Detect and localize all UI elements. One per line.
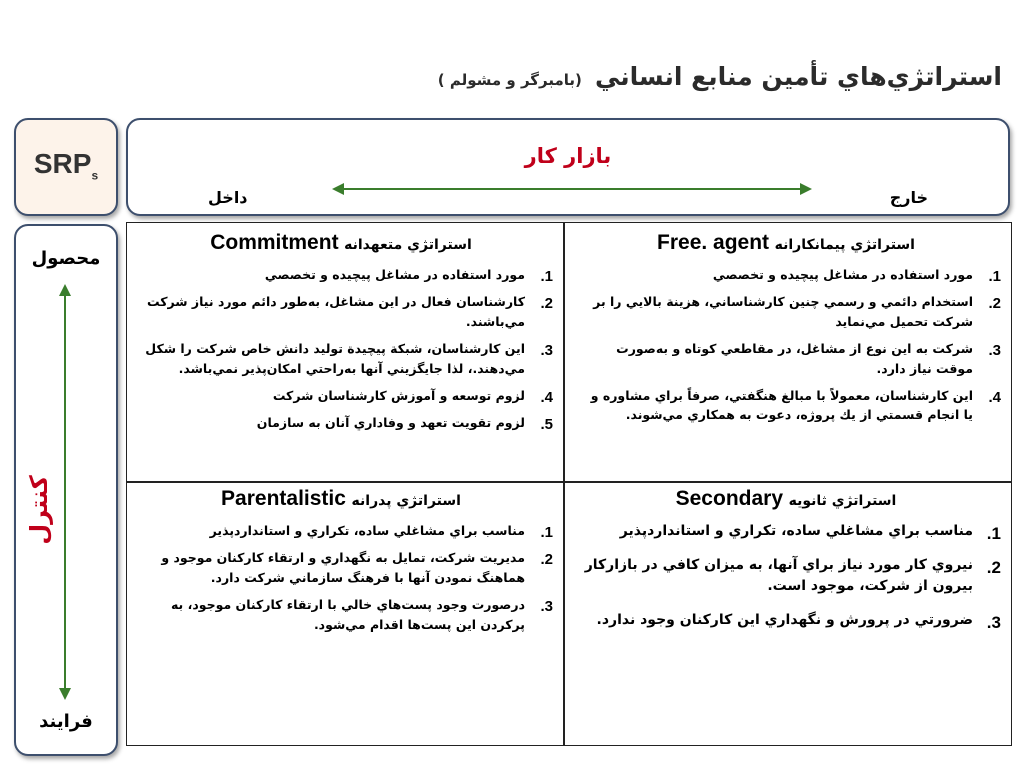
item-number: 2.	[986, 557, 1001, 577]
item-text: درصورت وجود پست‌هاي خالي با ارتقاء كاركنان موجود، به پركردن اين پست‌ها اقدام مي‌شود.	[170, 597, 525, 632]
commitment-list	[139, 265, 553, 433]
item-text: نيروي كار مورد نياز براي آنها، به ميزان كافي در بازاركار بيرون از شركت، موجود است.	[584, 556, 973, 595]
item-text: لزوم تقويت تعهد و وفاداري آنان به سازمان	[256, 415, 525, 431]
srp-label	[16, 148, 116, 183]
control-box	[14, 224, 118, 756]
list-item	[581, 555, 1001, 598]
quadrant-commitment-title	[139, 231, 553, 255]
item-text: اين كارشناسان، شبكة پيچيدة توليد دانش خاص شركت را شكل مي‌دهند.، لذا جايگزيني آنها به‌راحتي امكان‌پذير نمي‌باشد.	[145, 341, 525, 376]
title-fa: استراتژي ثانويه	[788, 493, 897, 509]
list-item	[139, 265, 553, 284]
title-fa: استراتژي پيمانكارانه	[774, 237, 915, 253]
item-number: 4.	[540, 388, 553, 406]
title-en: Commitment	[210, 231, 339, 254]
item-number: 1.	[540, 524, 553, 541]
internal-label: داخل	[208, 188, 248, 207]
item-text: استخدام دائمي و رسمي چنين كارشناساني، هزينة بالايي را بر شركت تحميل مي‌نمايد	[593, 294, 973, 329]
list-item	[581, 339, 1001, 378]
item-number: 5.	[540, 416, 553, 434]
parentalistic-list	[139, 521, 553, 634]
title-main: استراتژي‌هاي تأمين منابع انساني	[594, 62, 1002, 91]
item-number: 1.	[986, 524, 1001, 543]
item-number: 2.	[988, 295, 1001, 313]
quadrant-free-agent	[569, 227, 1009, 479]
list-item	[139, 413, 553, 432]
item-text: مديريت شركت، تمايل به نگهداري و ارتقاء كاركنان موجود و هماهنگ نمودن آنها با فرهنگ سازماني شركت دارد.	[161, 550, 525, 585]
srp-box	[14, 118, 118, 216]
list-item	[581, 386, 1001, 425]
list-item	[581, 292, 1001, 331]
title-en: Secondary	[675, 487, 784, 510]
item-text: مناسب براي مشاغلي ساده، تكراري و استانداردپذير	[619, 523, 973, 539]
control-label	[24, 450, 54, 570]
quadrant-parentalistic-title	[139, 487, 553, 511]
item-text: اين كارشناسان، معمولاً با مبالغ هنگفتي، صرفاً براي مشاوره و يا انجام قسمتي از يك پروژه، دعوت به همكاري مي‌شوند.	[590, 387, 973, 423]
srp-subscript: s	[91, 168, 99, 183]
quadrant-commitment	[131, 227, 561, 479]
item-number: 2.	[540, 295, 553, 313]
item-text: مناسب براي مشاغلي ساده، تكراري و استانداردپذير	[209, 523, 525, 538]
item-number: 3.	[986, 613, 1001, 633]
item-number: 2.	[540, 551, 553, 569]
srp-text: SRP	[33, 148, 92, 179]
list-item	[139, 521, 553, 540]
list-item	[139, 595, 553, 634]
output-process-arrow	[58, 284, 72, 700]
item-number: 3.	[540, 342, 553, 360]
quadrant-secondary	[569, 485, 1009, 743]
free-agent-list	[581, 265, 1001, 425]
labor-market-box	[126, 118, 1010, 216]
strategy-matrix	[126, 222, 1012, 746]
control-text: كنترل	[25, 475, 53, 545]
list-item	[139, 292, 553, 331]
output-label: محصول	[31, 248, 101, 269]
secondary-list	[581, 521, 1001, 632]
list-item	[581, 521, 1001, 543]
item-text: مورد استفاده در مشاغل پيچيده و تخصصي	[712, 267, 973, 282]
process-label: فرايند	[39, 711, 93, 732]
labor-market-title: بازار كار	[524, 144, 612, 168]
list-item	[581, 265, 1001, 284]
title-subtitle: (بامبرگر و مشولم )	[437, 71, 582, 89]
item-text: شركت به اين نوع از مشاغل، در مقاطعي كوتاه و به‌صورت موقت نياز دارد.	[616, 341, 973, 376]
title-fa: استراتژي متعهدانه	[344, 237, 472, 253]
item-text: مورد استفاده در مشاغل پيچيده و تخصصي	[264, 267, 525, 282]
list-item	[139, 339, 553, 378]
list-item	[139, 548, 553, 587]
item-text: ضرورتي در پرورش و نگهداري اين كاركنان وجود ندارد.	[596, 612, 973, 629]
matrix-divider-horizontal	[127, 481, 1011, 483]
title-en: Free. agent	[657, 231, 770, 254]
item-text: لزوم توسعه و آموزش كارشناسان شركت	[272, 387, 525, 403]
quadrant-free-agent-title	[581, 231, 1001, 255]
item-number: 1.	[988, 268, 1001, 285]
item-number: 3.	[988, 342, 1001, 360]
title-en: Parentalistic	[221, 487, 346, 510]
item-number: 4.	[988, 388, 1001, 406]
matrix-divider-vertical	[563, 223, 565, 745]
list-item	[581, 610, 1001, 632]
list-item	[139, 386, 553, 405]
item-text: كارشناسان فعال در اين مشاغل، به‌طور دائم مورد نياز شركت مي‌باشند.	[146, 294, 525, 329]
item-number: 1.	[540, 268, 553, 285]
quadrant-secondary-title	[581, 487, 1001, 511]
title-fa: استراتژي پدرانه	[351, 493, 461, 509]
page-title	[22, 62, 1002, 91]
quadrant-parentalistic	[131, 485, 561, 743]
external-label: خارج	[889, 188, 928, 207]
item-number: 3.	[540, 598, 553, 616]
internal-external-arrow	[332, 182, 812, 196]
